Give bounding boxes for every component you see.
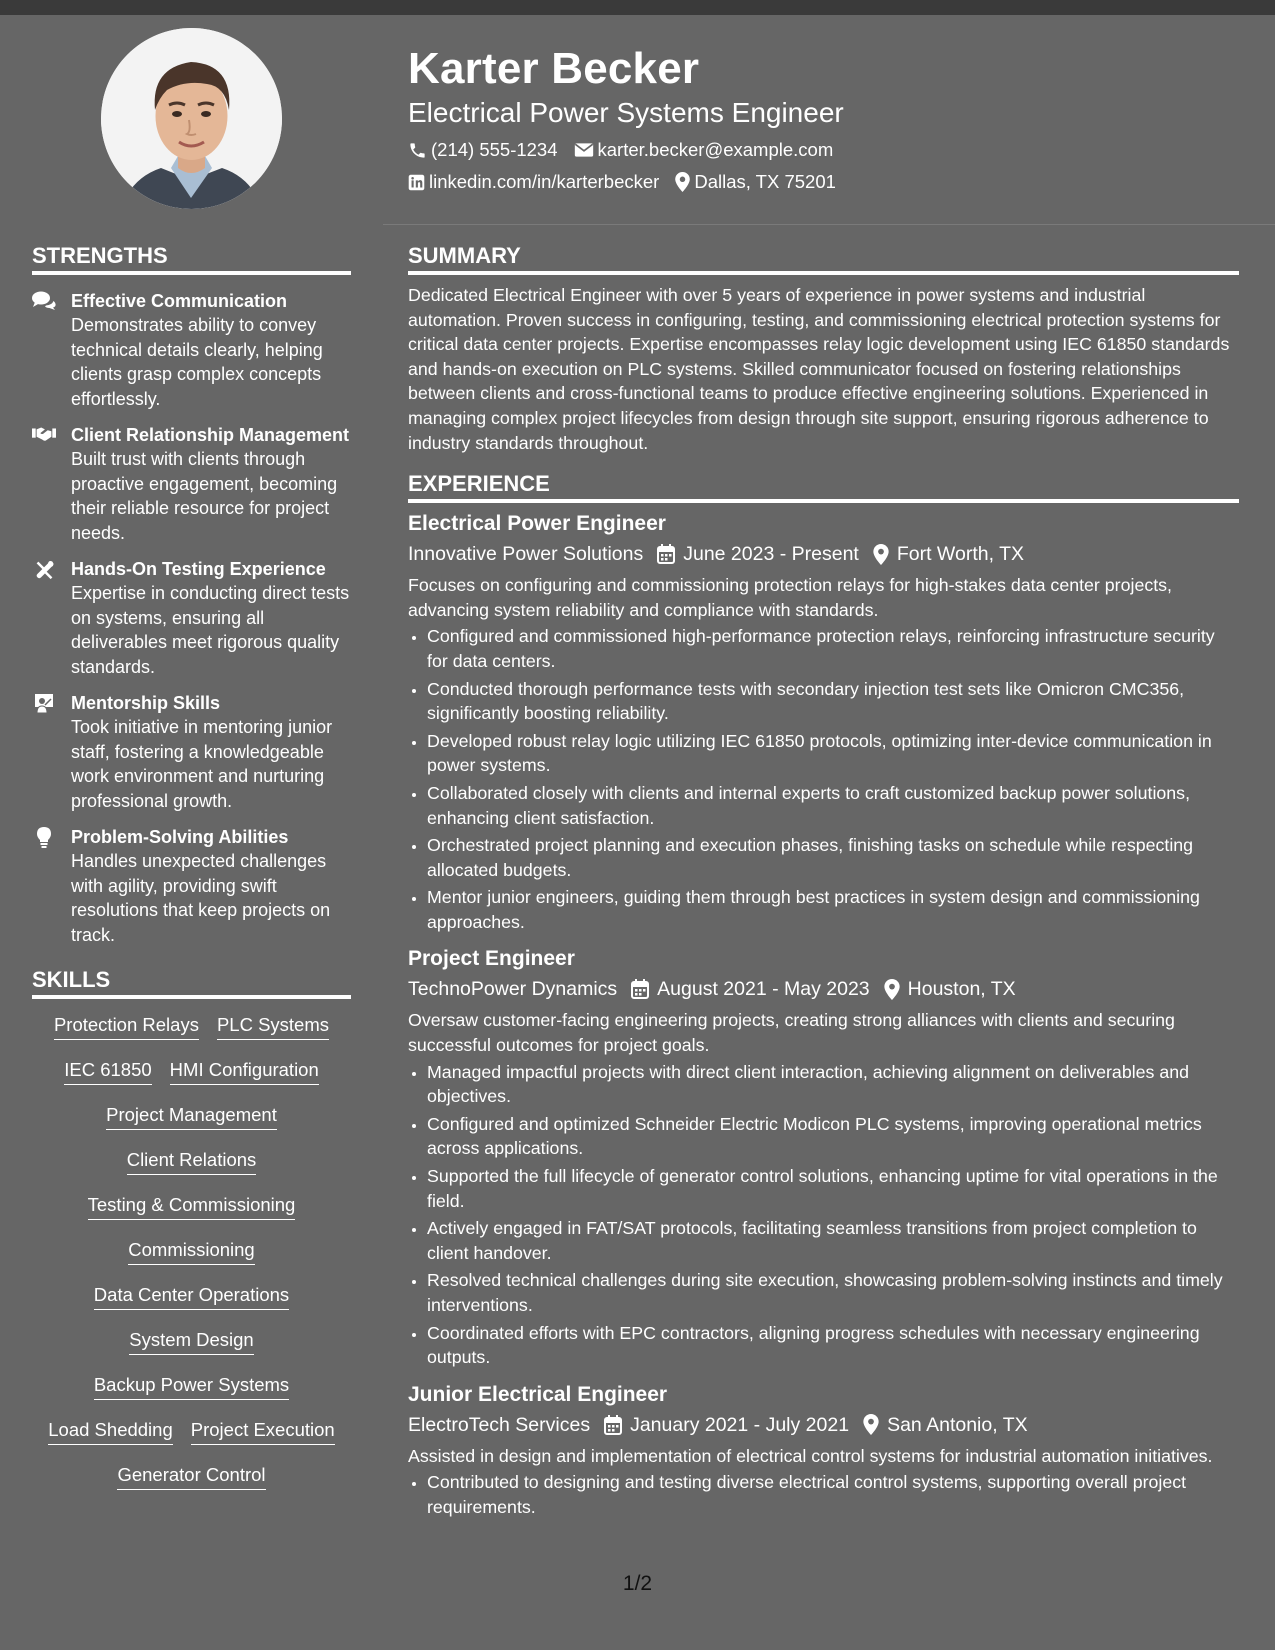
job-description: Assisted in design and implementation of electrical control systems for industrial automation initiatives. [408, 1445, 1213, 1466]
calendar-icon [604, 1415, 622, 1435]
strength-desc: Built trust with clients through proactive engagement, becoming their reliable resource for project needs. [71, 449, 338, 543]
skill-tag: HMI Configuration [170, 1058, 319, 1085]
job-bullet: • Collaborated closely with clients and internal experts to craft customized backup power solutions, enhancing client satisfaction. [427, 781, 1239, 830]
phone[interactable] [408, 138, 558, 162]
job-bullet: • Managed impactful projects with direct client interaction, achieving alignment on deliverables and objectives. [427, 1060, 1239, 1109]
calendar-icon [657, 544, 675, 564]
job-bullets [408, 1470, 1239, 1519]
skill-tag: System Design [129, 1328, 253, 1355]
strength-title: Client Relationship Management [71, 425, 350, 445]
page-number: 1/2 [622, 1572, 653, 1595]
skill-row [32, 1013, 351, 1058]
skills-list [32, 1013, 351, 1508]
location-text: Dallas, TX 75201 [694, 171, 836, 192]
skill-row [32, 1373, 351, 1418]
job-location-text: Houston, TX [907, 978, 1016, 1001]
email[interactable] [574, 138, 834, 162]
strength-desc: Demonstrates ability to convey technical details clearly, helping clients grasp complex concepts effortlessly. [71, 315, 323, 409]
job-title: Project Engineer [408, 947, 575, 971]
map-pin-icon [863, 1414, 879, 1435]
skill-tag: Data Center Operations [94, 1283, 289, 1310]
job-description: Oversaw customer-facing engineering projects, creating strong alliances with clients and securing successful outcomes for project goals. [408, 1010, 1175, 1056]
job-dates-text: June 2023 - Present [683, 543, 859, 566]
email-text: karter.becker@example.com [597, 139, 834, 160]
skill-row [32, 1463, 351, 1508]
handshake-icon [32, 425, 56, 445]
experience-heading: EXPERIENCE [408, 471, 1239, 503]
contact-row-1 [408, 138, 1248, 162]
chat-bubbles-icon [32, 291, 56, 311]
job-bullet: • Developed robust relay logic utilizing IEC 61850 protocols, optimizing inter-device communication in power systems. [427, 729, 1239, 778]
skill-tag: Project Execution [191, 1418, 335, 1445]
job-company: TechnoPower Dynamics [408, 978, 618, 1001]
job-bullet: • Configured and commissioned high-performance protection relays, reinforcing infrastructure security for data centers. [427, 624, 1239, 673]
map-pin-icon [675, 172, 690, 192]
candidate-name: Karter Becker [408, 44, 700, 93]
strength-desc: Expertise in conducting direct tests on systems, ensuring all deliverables meet rigorous quality standards. [71, 583, 350, 677]
job-bullet: • Orchestrated project planning and execution phases, finishing tasks on schedule while respecting allocated budgets. [427, 833, 1239, 882]
map-pin-icon [884, 979, 900, 1000]
job-bullets [408, 1060, 1239, 1370]
job-bullet: • Configured and optimized Schneider Electric Modicon PLC systems, improving operational metrics across applications. [427, 1112, 1239, 1161]
job-dates-text: August 2021 - May 2023 [657, 978, 870, 1001]
skill-tag: Testing & Commissioning [88, 1193, 296, 1220]
jobs-list [408, 511, 1239, 1519]
strength-item [32, 825, 351, 947]
strengths-heading: STRENGTHS [32, 243, 351, 275]
right-column [408, 243, 1239, 1523]
skill-tag: Protection Relays [54, 1013, 199, 1040]
skill-row [32, 1148, 351, 1193]
skills-section [32, 967, 351, 1508]
job-dates [657, 541, 859, 567]
location [675, 170, 836, 194]
skill-tag: IEC 61850 [64, 1058, 151, 1085]
skill-tag: Load Shedding [48, 1418, 172, 1445]
skill-tag: Backup Power Systems [94, 1373, 289, 1400]
job-description: Focuses on configuring and commissioning protection relays for high-stakes data center projects, advancing system reliability and compliance with standards. [408, 575, 1172, 620]
skill-tag: Client Relations [127, 1148, 257, 1175]
lightbulb-icon [32, 827, 56, 847]
strength-item [32, 423, 351, 545]
phone-icon [408, 141, 427, 160]
skills-heading: SKILLS [32, 967, 351, 999]
job-company: ElectroTech Services [408, 1413, 591, 1436]
job-bullet: • Conducted thorough performance tests with secondary injection test sets like Omicron CMC356, significantly boosting reliability. [427, 677, 1239, 726]
linkedin[interactable] [408, 170, 659, 194]
summary-heading: SUMMARY [408, 243, 1239, 275]
job-dates [631, 976, 869, 1002]
skill-row [32, 1328, 351, 1373]
job-bullet: • Resolved technical challenges during site execution, showcasing problem-solving instincts and timely interventions. [427, 1268, 1239, 1317]
profile-photo [101, 28, 282, 209]
header-divider [383, 224, 1275, 225]
job-bullets [408, 624, 1239, 934]
skill-tag: Commissioning [128, 1238, 254, 1265]
job-dates-text: January 2021 - July 2021 [630, 1413, 850, 1436]
strength-title: Effective Communication [71, 291, 288, 311]
job-location-text: Fort Worth, TX [896, 543, 1024, 566]
job-title: Electrical Power Engineer [408, 512, 666, 536]
job-dates [604, 1412, 849, 1438]
job-bullet: • Coordinated efforts with EPC contractors, aligning progress schedules with necessary engineering outputs. [427, 1321, 1239, 1370]
tools-icon [32, 559, 56, 579]
strength-title: Problem-Solving Abilities [71, 827, 289, 847]
skill-row [32, 1058, 351, 1103]
strength-desc: Handles unexpected challenges with agility, providing swift resolutions that keep projects on track. [71, 851, 331, 945]
contact-row-2 [408, 170, 1248, 194]
job-meta [408, 976, 1239, 1002]
experience-section [408, 471, 1239, 1519]
map-pin-icon [873, 544, 889, 565]
linkedin-icon [408, 174, 425, 191]
strength-item [32, 691, 351, 813]
candidate-title: Electrical Power Systems Engineer [408, 97, 844, 128]
teacher-icon [32, 693, 56, 713]
envelope-icon [574, 142, 594, 158]
strength-item [32, 557, 351, 679]
summary-text: Dedicated Electrical Engineer with over 5 years of experience in power systems and industrial automation. Proven success in configuring, testing, and commissioning electrical protection systems for critical data center projects. Expertise encompasses relay logic development using IEC 61850 standards and hands-on execution on PLC systems. Skilled communicator focused on fostering relationships between clients and cross-functional teams to produce effective engineering solutions. Experienced in managing complex project lifecycles from design through site support, ensuring rigorous adherence to industry standards throughout. [408, 285, 1230, 453]
job-title: Junior Electrical Engineer [408, 1382, 668, 1406]
strengths-list [32, 289, 351, 947]
job-entry [408, 511, 1239, 934]
job-bullet: • Contributed to designing and testing diverse electrical control systems, supporting overall project requirements. [427, 1470, 1239, 1519]
top-bar [0, 0, 1275, 15]
job-location [884, 976, 1016, 1002]
skill-row [32, 1193, 351, 1238]
skill-row [32, 1418, 351, 1463]
strength-item [32, 289, 351, 411]
strength-title: Mentorship Skills [71, 693, 221, 713]
linkedin-text: linkedin.com/in/karterbecker [429, 171, 660, 192]
job-location [863, 1412, 1028, 1438]
skill-tag: PLC Systems [217, 1013, 329, 1040]
skill-row [32, 1103, 351, 1148]
skill-row [32, 1283, 351, 1328]
strength-desc: Took initiative in mentoring junior staff, fostering a knowledgeable work environment and nurturing professional growth. [71, 717, 333, 811]
job-company: Innovative Power Solutions [408, 543, 644, 566]
left-column [32, 243, 351, 1508]
strength-title: Hands-On Testing Experience [71, 559, 326, 579]
calendar-icon [631, 979, 649, 999]
header [408, 42, 1248, 194]
skill-row [32, 1238, 351, 1283]
job-location-text: San Antonio, TX [887, 1413, 1028, 1436]
job-entry [408, 1382, 1239, 1520]
job-bullet: • Actively engaged in FAT/SAT protocols, facilitating seamless transitions from project completion to client handover. [427, 1216, 1239, 1265]
job-bullet: • Supported the full lifecycle of generator control solutions, enhancing uptime for vital operations in the field. [427, 1164, 1239, 1213]
phone-text: (214) 555-1234 [431, 139, 558, 160]
job-entry [408, 946, 1239, 1369]
job-location [873, 541, 1024, 567]
job-bullet: • Mentor junior engineers, guiding them through best practices in system design and commissioning approaches. [427, 885, 1239, 934]
skill-tag: Project Management [106, 1103, 277, 1130]
job-meta [408, 1412, 1239, 1438]
job-meta [408, 541, 1239, 567]
skill-tag: Generator Control [117, 1463, 265, 1490]
